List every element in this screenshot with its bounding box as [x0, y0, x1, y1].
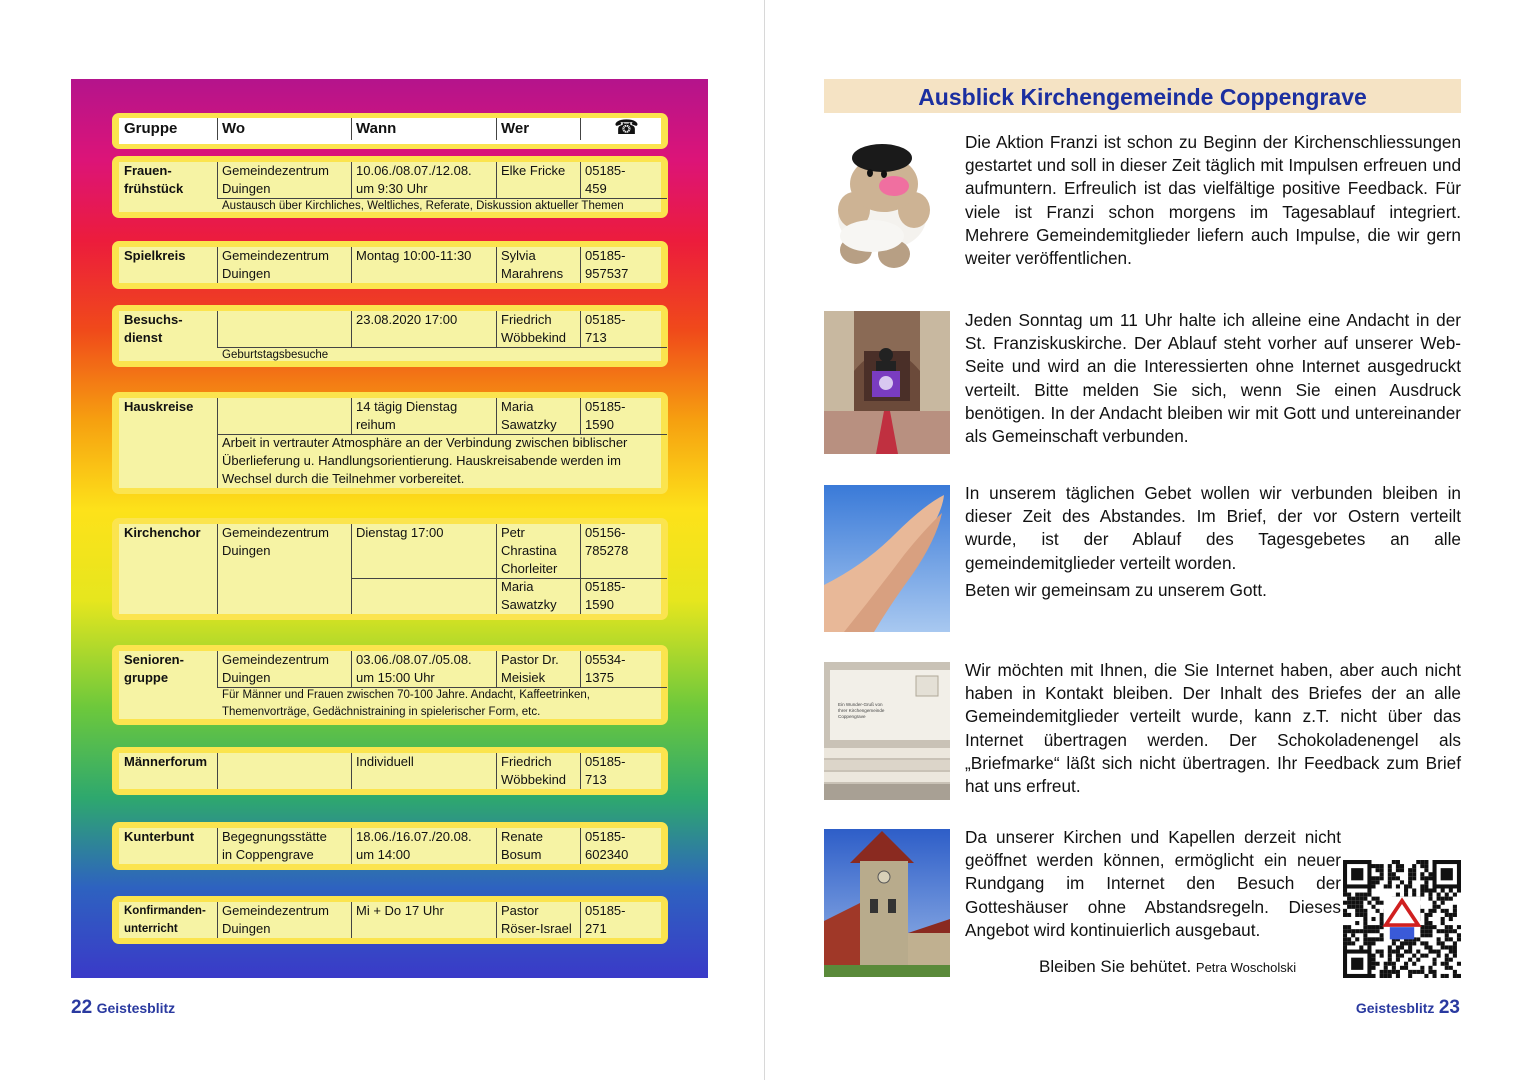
column-divider	[580, 651, 581, 687]
group-phone: 05534- 1375	[585, 652, 626, 685]
table-header	[112, 113, 668, 149]
group-inner	[119, 247, 661, 283]
group-time: Mi + Do 17 Uhr	[356, 903, 444, 918]
paragraph-franzi	[965, 131, 1461, 270]
column-divider	[496, 118, 497, 140]
group-note: Arbeit in vertrauter Atmosphäre an der Verbindung zwischen biblischer Überlieferung u. Handlungsorientierung. Hauskreisabende werden im Wechsel durch die Teilnehmer vorbereitet.	[222, 435, 628, 486]
column-divider	[217, 524, 218, 614]
church-interior-picture	[824, 311, 950, 454]
column-divider	[580, 118, 581, 140]
column-divider	[580, 753, 581, 789]
column-divider	[496, 398, 497, 434]
column-divider	[496, 247, 497, 283]
group-note: Für Männer und Frauen zwischen 70-100 Jahre. Andacht, Kaffeetrinken, Themenvorträge, Gedächnistraining in spielerischer Form, etc.	[222, 689, 591, 718]
group-phone: 05156- 785278	[585, 525, 629, 558]
magazine-name: Geistesblitz	[96, 1000, 176, 1016]
column-divider	[217, 311, 218, 347]
group-name: Kunterbunt	[124, 829, 195, 844]
column-divider	[351, 118, 352, 140]
paragraph-gebet	[965, 482, 1461, 602]
column-divider	[351, 524, 352, 614]
group-phone: 05185- 713	[585, 312, 626, 345]
left-folio	[71, 997, 175, 1019]
group-phone: 05185- 602340	[585, 829, 629, 862]
paragraph-brief	[965, 659, 1461, 798]
group-location: Gemeindezentrum Duingen	[222, 525, 329, 558]
group-phone: 05185- 957537	[585, 248, 629, 281]
group-name: Hauskreise	[124, 399, 194, 414]
page-number: 22	[71, 997, 93, 1018]
group-time: 10.06./08.07./12.08. um 9:30 Uhr	[356, 163, 472, 196]
teddy-picture	[824, 128, 950, 278]
paragraph-text: Wir möchten mit Ihnen, die Sie Internet haben, aber auch nicht haben in Kontakt bleiben. Der Inhalt des Briefes der an alle Gemeindemitglieder verteilt wurde, kann z.T. nicht über das Internet übertragen werden. Der Schokoladenengel als „Briefmarke“ läßt sich nicht übertragen. Ihr Feedback zum Brief hat uns erfreut.	[965, 660, 1461, 797]
qr-code-icon[interactable]	[1343, 860, 1461, 978]
column-divider	[217, 651, 218, 687]
header-wann: Wann	[356, 120, 397, 137]
column-divider	[496, 902, 497, 938]
group-inner	[119, 902, 661, 938]
group-time: 18.06./16.07./20.08. um 14:00	[356, 829, 472, 862]
column-divider	[496, 311, 497, 347]
church-picture	[824, 829, 950, 977]
page-number: 23	[1438, 997, 1460, 1018]
paragraph-andacht	[965, 309, 1461, 448]
group-contact: Pastor Röser-Israel	[501, 903, 572, 936]
column-divider	[496, 651, 497, 687]
group-contact: Petr Chrastina Chorleiter	[501, 525, 558, 576]
group-inner	[119, 162, 661, 212]
group-box	[112, 392, 668, 494]
group-note: Geburtstagsbesuche	[222, 349, 329, 361]
magazine-name: Geistesblitz	[1355, 1000, 1435, 1016]
column-divider	[351, 902, 352, 938]
column-divider	[580, 902, 581, 938]
table-header-inner	[119, 118, 661, 144]
group-box	[112, 241, 668, 289]
group-location: Gemeindezentrum Duingen	[222, 248, 329, 281]
group-phone-2: 05185- 1590	[585, 579, 626, 612]
column-divider	[217, 753, 218, 789]
paragraph-text: Da unserer Kirchen und Kapellen derzeit nicht geöffnet werden können, ermöglicht ein neuer Rundgang im Internet den Besuch der Gotteshäuser ohne Abstandsregeln. Dieses Angebot wird kontinuierlich ausgebaut.	[965, 827, 1341, 940]
paragraph-text: Jeden Sonntag um 11 Uhr halte ich alleine eine Andacht in der St. Franziskuskirche. Der Ablauf steht vorher auf unserer Web-Seite und wird an die Interessierten ohne Internet ausgedruckt verteilt. Bitte melden Sie sich, wenn Sie einen Ausdruck benötigen. In der Andacht bleiben wir mit Gott und untereinander als Gemeinschaft verbunden.	[965, 310, 1461, 447]
column-divider	[351, 753, 352, 789]
column-divider	[217, 247, 218, 283]
group-contact: Renate Bosum	[501, 829, 543, 862]
header-wer: Wer	[501, 120, 530, 137]
group-time: 14 tägig Dienstag reihum	[356, 399, 458, 432]
group-box	[112, 156, 668, 218]
group-contact: Pastor Dr. Meisiek	[501, 652, 559, 685]
column-divider	[217, 828, 218, 864]
group-name: Frauen- frühstück	[124, 163, 184, 196]
group-contact: Friedrich Wöbbekind	[501, 312, 567, 345]
column-divider	[496, 162, 497, 198]
group-inner	[119, 651, 661, 719]
group-inner	[119, 753, 661, 789]
signoff-text: Bleiben Sie behütet.	[1039, 957, 1192, 976]
group-location: Gemeindezentrum Duingen	[222, 903, 329, 936]
group-contact-2: Maria Sawatzky	[501, 579, 557, 612]
group-phone: 05185- 713	[585, 754, 626, 787]
group-contact: Maria Sawatzky	[501, 399, 557, 432]
group-time: Individuell	[356, 754, 414, 769]
praying-hands-picture	[824, 485, 950, 632]
paragraph-text: Die Aktion Franzi ist schon zu Beginn der Kirchenschliessungen gestartet und soll in dieser Zeit täglich mit Impulsen erfreuen und aufmuntern. Erfreulich ist das vielfältige positive Feedback. Für viele ist Franzi schon morgens im Tagesablauf integriert. Mehrere Gemeindemitglieder liefern auch Impulse, die wir gern weiter veröffentlichen.	[965, 132, 1461, 269]
column-divider	[580, 247, 581, 283]
group-box	[112, 305, 668, 367]
column-divider	[351, 162, 352, 198]
group-name: Männerforum	[124, 754, 208, 769]
group-phone: 05185- 459	[585, 163, 626, 196]
signature: Petra Woscholski	[1195, 960, 1297, 975]
group-inner	[119, 398, 661, 488]
group-inner	[119, 524, 661, 614]
group-phone: 05185- 1590	[585, 399, 626, 432]
group-inner	[119, 828, 661, 864]
group-location: Gemeindezentrum Duingen	[222, 163, 329, 196]
column-divider	[351, 247, 352, 283]
group-time: Montag 10:00-11:30	[356, 248, 472, 263]
group-name: Senioren- gruppe	[124, 652, 184, 685]
column-divider	[351, 398, 352, 434]
title-bar	[824, 79, 1461, 113]
right-page	[765, 0, 1530, 1080]
column-divider	[580, 398, 581, 434]
envelope-picture	[824, 662, 950, 800]
group-box	[112, 645, 668, 725]
paragraph-rundgang	[965, 826, 1341, 942]
column-divider	[580, 828, 581, 864]
header-wo: Wo	[222, 120, 246, 137]
group-box	[112, 518, 668, 620]
group-name: Konfirmanden- unterricht	[124, 905, 206, 935]
group-box	[112, 822, 668, 870]
column-divider	[217, 118, 218, 140]
group-phone: 05185- 271	[585, 903, 626, 936]
signoff	[1039, 957, 1296, 977]
group-time: 03.06./08.07./05.08. um 15:00 Uhr	[356, 652, 472, 685]
group-contact: Friedrich Wöbbekind	[501, 754, 567, 787]
group-location: Gemeindezentrum Duingen	[222, 652, 329, 685]
group-time: 23.08.2020 17:00	[356, 312, 458, 327]
column-divider	[351, 651, 352, 687]
column-divider	[496, 828, 497, 864]
group-box	[112, 896, 668, 944]
column-divider	[217, 902, 218, 938]
group-location: Begegnungsstätte in Coppengrave	[222, 829, 327, 862]
group-box	[112, 747, 668, 795]
group-inner	[119, 311, 661, 361]
group-note: Austausch über Kirchliches, Weltliches, Referate, Diskussion aktueller Themen	[222, 200, 624, 212]
column-divider	[217, 162, 218, 198]
envelope-address: Ein Wunder-Gruß von Ihrer Kirchengemeinde Coppengrave	[838, 702, 885, 719]
paragraph-text: Beten wir gemeinsam zu unserem Gott.	[965, 579, 1267, 600]
right-folio	[1356, 997, 1460, 1019]
phone-icon: ☎	[614, 117, 639, 139]
group-name: Kirchenchor	[124, 525, 201, 540]
paragraph-text: In unserem täglichen Gebet wollen wir verbunden bleiben in dieser Zeit des Abstandes. Im Brief, der vor Ostern verteilt wurde, ist der Ablauf des Tagesgebetes an alle gemeindemitglieder verteilt worden.	[965, 483, 1461, 573]
group-time: Dienstag 17:00	[356, 525, 444, 540]
header-gruppe: Gruppe	[124, 120, 178, 137]
rainbow-panel	[71, 79, 708, 978]
column-divider	[580, 162, 581, 198]
column-divider	[351, 311, 352, 347]
group-name: Besuchs- dienst	[124, 312, 183, 345]
group-contact: Elke Fricke	[501, 163, 566, 178]
page-title: Ausblick Kirchengemeinde Coppengrave	[918, 84, 1367, 110]
group-name: Spielkreis	[124, 248, 186, 263]
column-divider	[351, 828, 352, 864]
group-contact: Sylvia Marahrens	[501, 248, 564, 281]
column-divider	[580, 311, 581, 347]
column-divider	[496, 753, 497, 789]
